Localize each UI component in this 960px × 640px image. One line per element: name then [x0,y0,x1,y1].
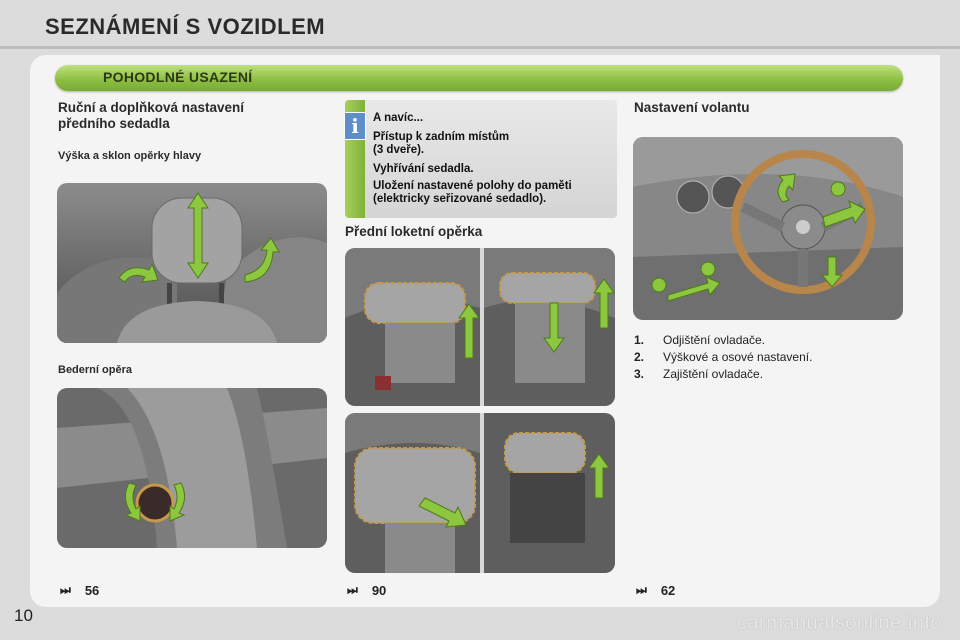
lumbar-illustration [57,388,327,548]
middle-page-reference[interactable] [347,583,386,598]
section-banner [55,65,903,91]
page-number: 10 [14,606,33,625]
page-title: SEZNÁMENÍ S VOZIDLEM [45,14,326,39]
info-item-4: Uložení nastavené polohy do paměti [373,180,572,192]
steering-steps [634,332,812,383]
fast-forward-icon: ⏭ [60,583,71,597]
left-page-reference[interactable] [60,583,99,598]
step-1 [634,332,812,349]
banner-label: POHODLNÉ USAZENÍ [103,69,253,85]
armrest-heading: Přední loketní opěrka [345,224,483,239]
left-ref-page: 56 [84,583,100,598]
step-text: Výškové a osové nastavení. [663,350,813,364]
armrest-illustration-top [345,248,615,406]
step-2 [634,349,812,366]
step-3 [634,366,812,383]
step-number: 3. [634,367,645,381]
left-heading [58,100,244,132]
headrest-label: Výška a sklon opěrky hlavy [58,150,202,162]
left-heading-line-2: předního sedadla [58,116,170,131]
step-text: Odjištění ovladače. [663,333,766,347]
fast-forward-icon: ⏭ [636,583,647,597]
step-number: 1. [634,333,645,347]
armrest-illustration-bottom [345,413,615,573]
right-ref-page: 62 [660,583,676,598]
right-page-reference[interactable] [636,583,675,598]
middle-ref-page: 90 [371,583,387,598]
step-number: 2. [634,350,645,364]
info-item-1: Přístup k zadním místům [373,131,510,143]
title-divider [0,46,960,49]
info-title: A navíc... [373,112,424,124]
watermark: carmanualsonline.info [736,612,942,634]
steering-heading: Nastavení volantu [634,100,750,115]
fast-forward-icon: ⏭ [347,583,358,597]
info-item-3: Vyhřívání sedadla. [373,163,474,175]
left-heading-line-1: Ruční a doplňková nastavení [58,100,245,115]
lumbar-label: Bederní opěra [58,364,132,376]
info-item-5: (elektricky seřizované sedadlo). [373,193,547,205]
info-item-2: (3 dveře). [373,144,425,156]
steering-illustration [633,137,903,320]
headrest-illustration [57,183,327,343]
step-text: Zajištění ovladače. [663,367,764,381]
info-icon: i [344,112,366,140]
